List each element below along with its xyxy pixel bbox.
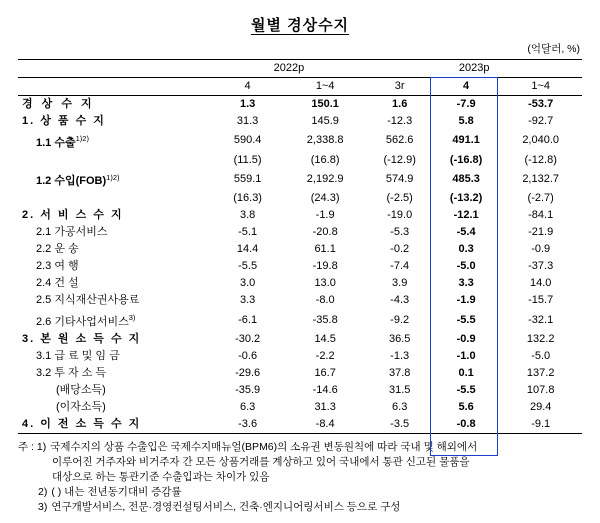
footnote-marker: 1)2) <box>75 134 89 143</box>
table-row <box>18 275 582 292</box>
cell-2023-4: 0.1 <box>458 366 474 379</box>
cell-2022-1to4: (24.3) <box>310 192 340 205</box>
footnote-3-lead: 3) <box>38 500 48 513</box>
footnote-3-line1: 연구개발서비스, 전문·경영컨설팅서비스, 건축·엔지니어링서비스 등으로 구성 <box>51 500 401 513</box>
cell-2023-3r: 1.6 <box>392 98 408 110</box>
table-row <box>18 96 582 114</box>
cell-2023-3r: 6.3 <box>392 400 408 413</box>
cell-2023-4: -5.4 <box>456 226 476 239</box>
table-row <box>18 241 582 258</box>
cell-2023-4: -5.0 <box>456 260 476 273</box>
footnote-3 <box>18 500 582 515</box>
footnote-2 <box>18 485 582 500</box>
header-col-2022-1to4: 1~4 <box>284 78 367 96</box>
row-label <box>18 399 211 416</box>
cell-2022-4: -30.2 <box>235 332 261 345</box>
row-label <box>18 152 211 169</box>
cell-2022-4: -0.6 <box>238 349 258 362</box>
cell-2023-4: -1.9 <box>456 294 476 307</box>
cell-2022-4: -3.6 <box>211 416 284 434</box>
cell-2022-1to4: -14.6 <box>312 383 338 396</box>
row-label-text: 3.1 급 료 및 임 금 <box>36 349 120 362</box>
cell-2023-1to4: 132.2 <box>526 332 555 345</box>
row-label-text: 1.2 수입(FOB) <box>36 175 107 188</box>
row-label-text: 1.1 수출 <box>36 136 76 149</box>
cell-2023-1to4: -37.3 <box>528 260 554 273</box>
table-row <box>18 207 582 224</box>
footnotes <box>18 440 582 515</box>
row-label-text: 2.3 여 행 <box>36 260 79 273</box>
cell-2023-3r: -4.3 <box>390 294 410 307</box>
row-label-text: 2.6 기타사업서비스 <box>36 315 129 328</box>
row-label: 4. 이 전 소 득 수 지 <box>18 416 211 434</box>
cell-2022-4: 1.3 <box>239 98 256 110</box>
cell-2023-4: 3.3 <box>458 277 474 290</box>
cell-2022-1to4: -8.4 <box>284 416 367 434</box>
header-group-2022: 2022p <box>211 60 366 78</box>
cell-2023-3r: -7.4 <box>390 260 410 273</box>
table-row <box>18 130 582 152</box>
row-label <box>18 258 211 275</box>
cell-2023-4: -0.9 <box>456 332 476 345</box>
cell-2022-1to4: -35.8 <box>312 313 338 326</box>
cell-2022-4: 3.0 <box>239 277 256 290</box>
cell-2023-4: 485.3 <box>452 172 480 185</box>
cell-2023-4: -1.0 <box>456 349 476 362</box>
header-corner <box>18 60 211 78</box>
row-label-text: 3.2 투 자 소 득 <box>36 366 107 379</box>
footnote-marker: 1)2) <box>106 172 120 182</box>
footnote-1-lead: 주 : 1) <box>18 440 47 453</box>
table-header <box>18 60 582 96</box>
cell-2022-4: 6.3 <box>239 400 256 413</box>
cell-2023-3r: -9.2 <box>390 313 410 326</box>
cell-2023-4: -0.8 <box>433 416 499 434</box>
cell-2023-1to4: -5.0 <box>531 349 551 362</box>
table-row <box>18 331 582 348</box>
row-label-text: (배당소득) <box>56 383 106 396</box>
cell-2023-1to4: (-12.8) <box>524 153 557 166</box>
row-label <box>18 275 211 292</box>
cell-2022-4: 3.8 <box>239 209 256 222</box>
header-col-2022-4: 4 <box>211 78 284 96</box>
row-label <box>18 365 211 382</box>
cell-2023-3r: -1.3 <box>390 349 410 362</box>
cell-2023-3r: 36.5 <box>388 332 411 345</box>
row-label <box>18 241 211 258</box>
table-row <box>18 224 582 241</box>
cell-2023-1to4: -0.9 <box>531 243 551 256</box>
cell-2023-3r: 3.9 <box>392 277 408 290</box>
cell-2022-1to4: 2,338.8 <box>306 134 344 147</box>
cell-2023-4: -7.9 <box>456 98 476 110</box>
cell-2023-4: 491.1 <box>452 134 480 147</box>
table-row <box>18 348 582 365</box>
cell-2022-1to4: 61.1 <box>314 243 336 256</box>
cell-2022-4: -29.6 <box>235 366 261 379</box>
cell-2023-1to4: (-2.7) <box>527 192 554 205</box>
footnote-marker: 3) <box>128 313 136 323</box>
footnote-2-lead: 2) <box>38 485 48 498</box>
cell-2023-1to4: -32.1 <box>528 313 554 326</box>
cell-2022-4: 590.4 <box>233 134 262 147</box>
header-col-2023-1to4: 1~4 <box>499 78 582 96</box>
cell-2023-3r: (-12.9) <box>383 153 416 166</box>
cell-2023-3r: 574.9 <box>385 172 414 185</box>
table-row <box>18 382 582 399</box>
cell-2022-4: -35.9 <box>235 383 261 396</box>
row-label: 1. 상 품 수 지 <box>22 115 106 127</box>
cell-2022-1to4: 2,192.9 <box>306 172 344 185</box>
row-label <box>18 169 211 191</box>
table-row <box>18 113 582 130</box>
cell-2023-3r: (-2.5) <box>386 192 413 205</box>
cell-2022-4: 31.3 <box>236 115 259 127</box>
cell-2022-4: -5.5 <box>238 260 258 273</box>
cell-2023-4: 5.6 <box>458 400 474 413</box>
row-label <box>18 190 211 207</box>
cell-2022-1to4: -8.0 <box>315 294 335 307</box>
cell-2023-4: 5.8 <box>458 115 474 127</box>
cell-2023-3r: -12.3 <box>387 115 413 127</box>
cell-2023-3r: 37.8 <box>388 366 411 379</box>
table-row <box>18 399 582 416</box>
row-label-text: 2.5 지식재산권사용료 <box>36 294 140 307</box>
row-label: 3. 본 원 소 득 수 지 <box>22 332 142 345</box>
row-label <box>18 309 211 331</box>
cell-2022-1to4: -19.8 <box>312 260 338 273</box>
cell-2023-1to4: 2,132.7 <box>522 172 560 185</box>
cell-2023-3r: 562.6 <box>385 134 414 147</box>
cell-2022-4: (11.5) <box>233 153 262 166</box>
cell-2023-4: (-16.8) <box>449 153 483 166</box>
cell-2022-4: -5.1 <box>238 226 258 239</box>
row-label-text: 2.1 가공서비스 <box>36 226 108 239</box>
row-label-text: 2.2 운 송 <box>36 243 79 256</box>
cell-2022-1to4: 150.1 <box>311 98 339 110</box>
cell-2022-1to4: 31.3 <box>314 400 336 413</box>
row-label-text: (이자소득) <box>56 400 106 413</box>
cell-2023-1to4: 29.4 <box>529 400 552 413</box>
cell-2022-1to4: (16.8) <box>310 153 340 166</box>
table-row <box>18 190 582 207</box>
cell-2023-1to4: -9.1 <box>499 416 582 434</box>
cell-2022-1to4: -20.8 <box>312 226 338 239</box>
table-row <box>18 292 582 309</box>
cell-2023-3r: -5.3 <box>390 226 410 239</box>
header-group-2023: 2023p <box>366 60 582 78</box>
cell-2022-1to4: -1.9 <box>315 209 335 222</box>
footnote-1-line2: 이루어진 거주자와 비거주자 간 모든 상품거래를 계상하고 있어 국내에서 통관 신고된 물품을 <box>52 455 470 468</box>
table-body <box>18 96 582 434</box>
unit-note: (억달러, %) <box>527 43 580 55</box>
cell-2023-1to4: -15.7 <box>528 294 554 307</box>
cell-2023-4: -12.1 <box>453 209 479 222</box>
cell-2022-4: -6.1 <box>238 313 258 326</box>
cell-2023-1to4: 2,040.0 <box>522 134 560 147</box>
footnote-1 <box>18 440 582 455</box>
cell-2022-1to4: -2.2 <box>315 349 335 362</box>
cell-2023-1to4: -53.7 <box>528 98 554 110</box>
cell-2023-4: 0.3 <box>458 243 474 256</box>
row-label <box>18 292 211 309</box>
table-row <box>18 169 582 191</box>
footnote-1-line1: 국제수지의 상품 수출입은 국제수지매뉴얼(BPM6)의 소유권 변동원칙에 따라 국내 및 해외에서 <box>50 440 478 453</box>
cell-2023-3r: -3.5 <box>366 416 432 434</box>
balance-of-payments-table <box>18 59 582 434</box>
table-row <box>18 309 582 331</box>
cell-2023-1to4: -84.1 <box>528 209 554 222</box>
table-row <box>18 152 582 169</box>
document-page <box>0 14 600 523</box>
row-label <box>18 130 211 152</box>
cell-2022-1to4: 14.5 <box>314 332 336 345</box>
cell-2023-3r: -19.0 <box>387 209 413 222</box>
row-label: 2. 서 비 스 수 지 <box>22 209 124 222</box>
cell-2022-4: 3.3 <box>239 294 256 307</box>
cell-2023-1to4: -92.7 <box>528 115 554 127</box>
cell-2023-3r: -0.2 <box>390 243 410 256</box>
cell-2023-4: (-13.2) <box>449 192 483 205</box>
row-label-text: 2.4 건 설 <box>36 277 79 290</box>
cell-2023-1to4: 107.8 <box>526 383 555 396</box>
row-label <box>18 382 211 399</box>
cell-2023-4: -5.5 <box>456 313 476 326</box>
cell-2023-4: -5.5 <box>456 383 476 396</box>
footnote-1-line3: 대상으로 하는 통관기준 수출입과는 차이가 있음 <box>52 470 270 483</box>
cell-2023-1to4: 14.0 <box>529 277 552 290</box>
header-col-2023-3r: 3r <box>366 78 432 96</box>
cell-2022-1to4: 16.7 <box>314 366 336 379</box>
row-label <box>18 348 211 365</box>
cell-2022-1to4: 13.0 <box>314 277 336 290</box>
footnote-2-line1: ( ) 내는 전년동기대비 증감률 <box>51 485 182 498</box>
header-col-2023-4: 4 <box>433 78 499 96</box>
cell-2023-3r: 31.5 <box>388 383 411 396</box>
cell-2022-4: 559.1 <box>233 172 262 185</box>
cell-2022-4: (16.3) <box>233 192 262 205</box>
cell-2022-4: 14.4 <box>236 243 259 256</box>
cell-2022-1to4: 145.9 <box>311 115 339 127</box>
row-label: 경 상 수 지 <box>22 98 95 110</box>
table-row <box>18 365 582 382</box>
table-row <box>18 416 582 434</box>
header-blank <box>18 78 211 96</box>
cell-2023-1to4: -21.9 <box>528 226 554 239</box>
row-label <box>18 224 211 241</box>
cell-2023-1to4: 137.2 <box>526 366 555 379</box>
page-title: 월별 경상수지 <box>250 17 350 34</box>
table-row <box>18 258 582 275</box>
